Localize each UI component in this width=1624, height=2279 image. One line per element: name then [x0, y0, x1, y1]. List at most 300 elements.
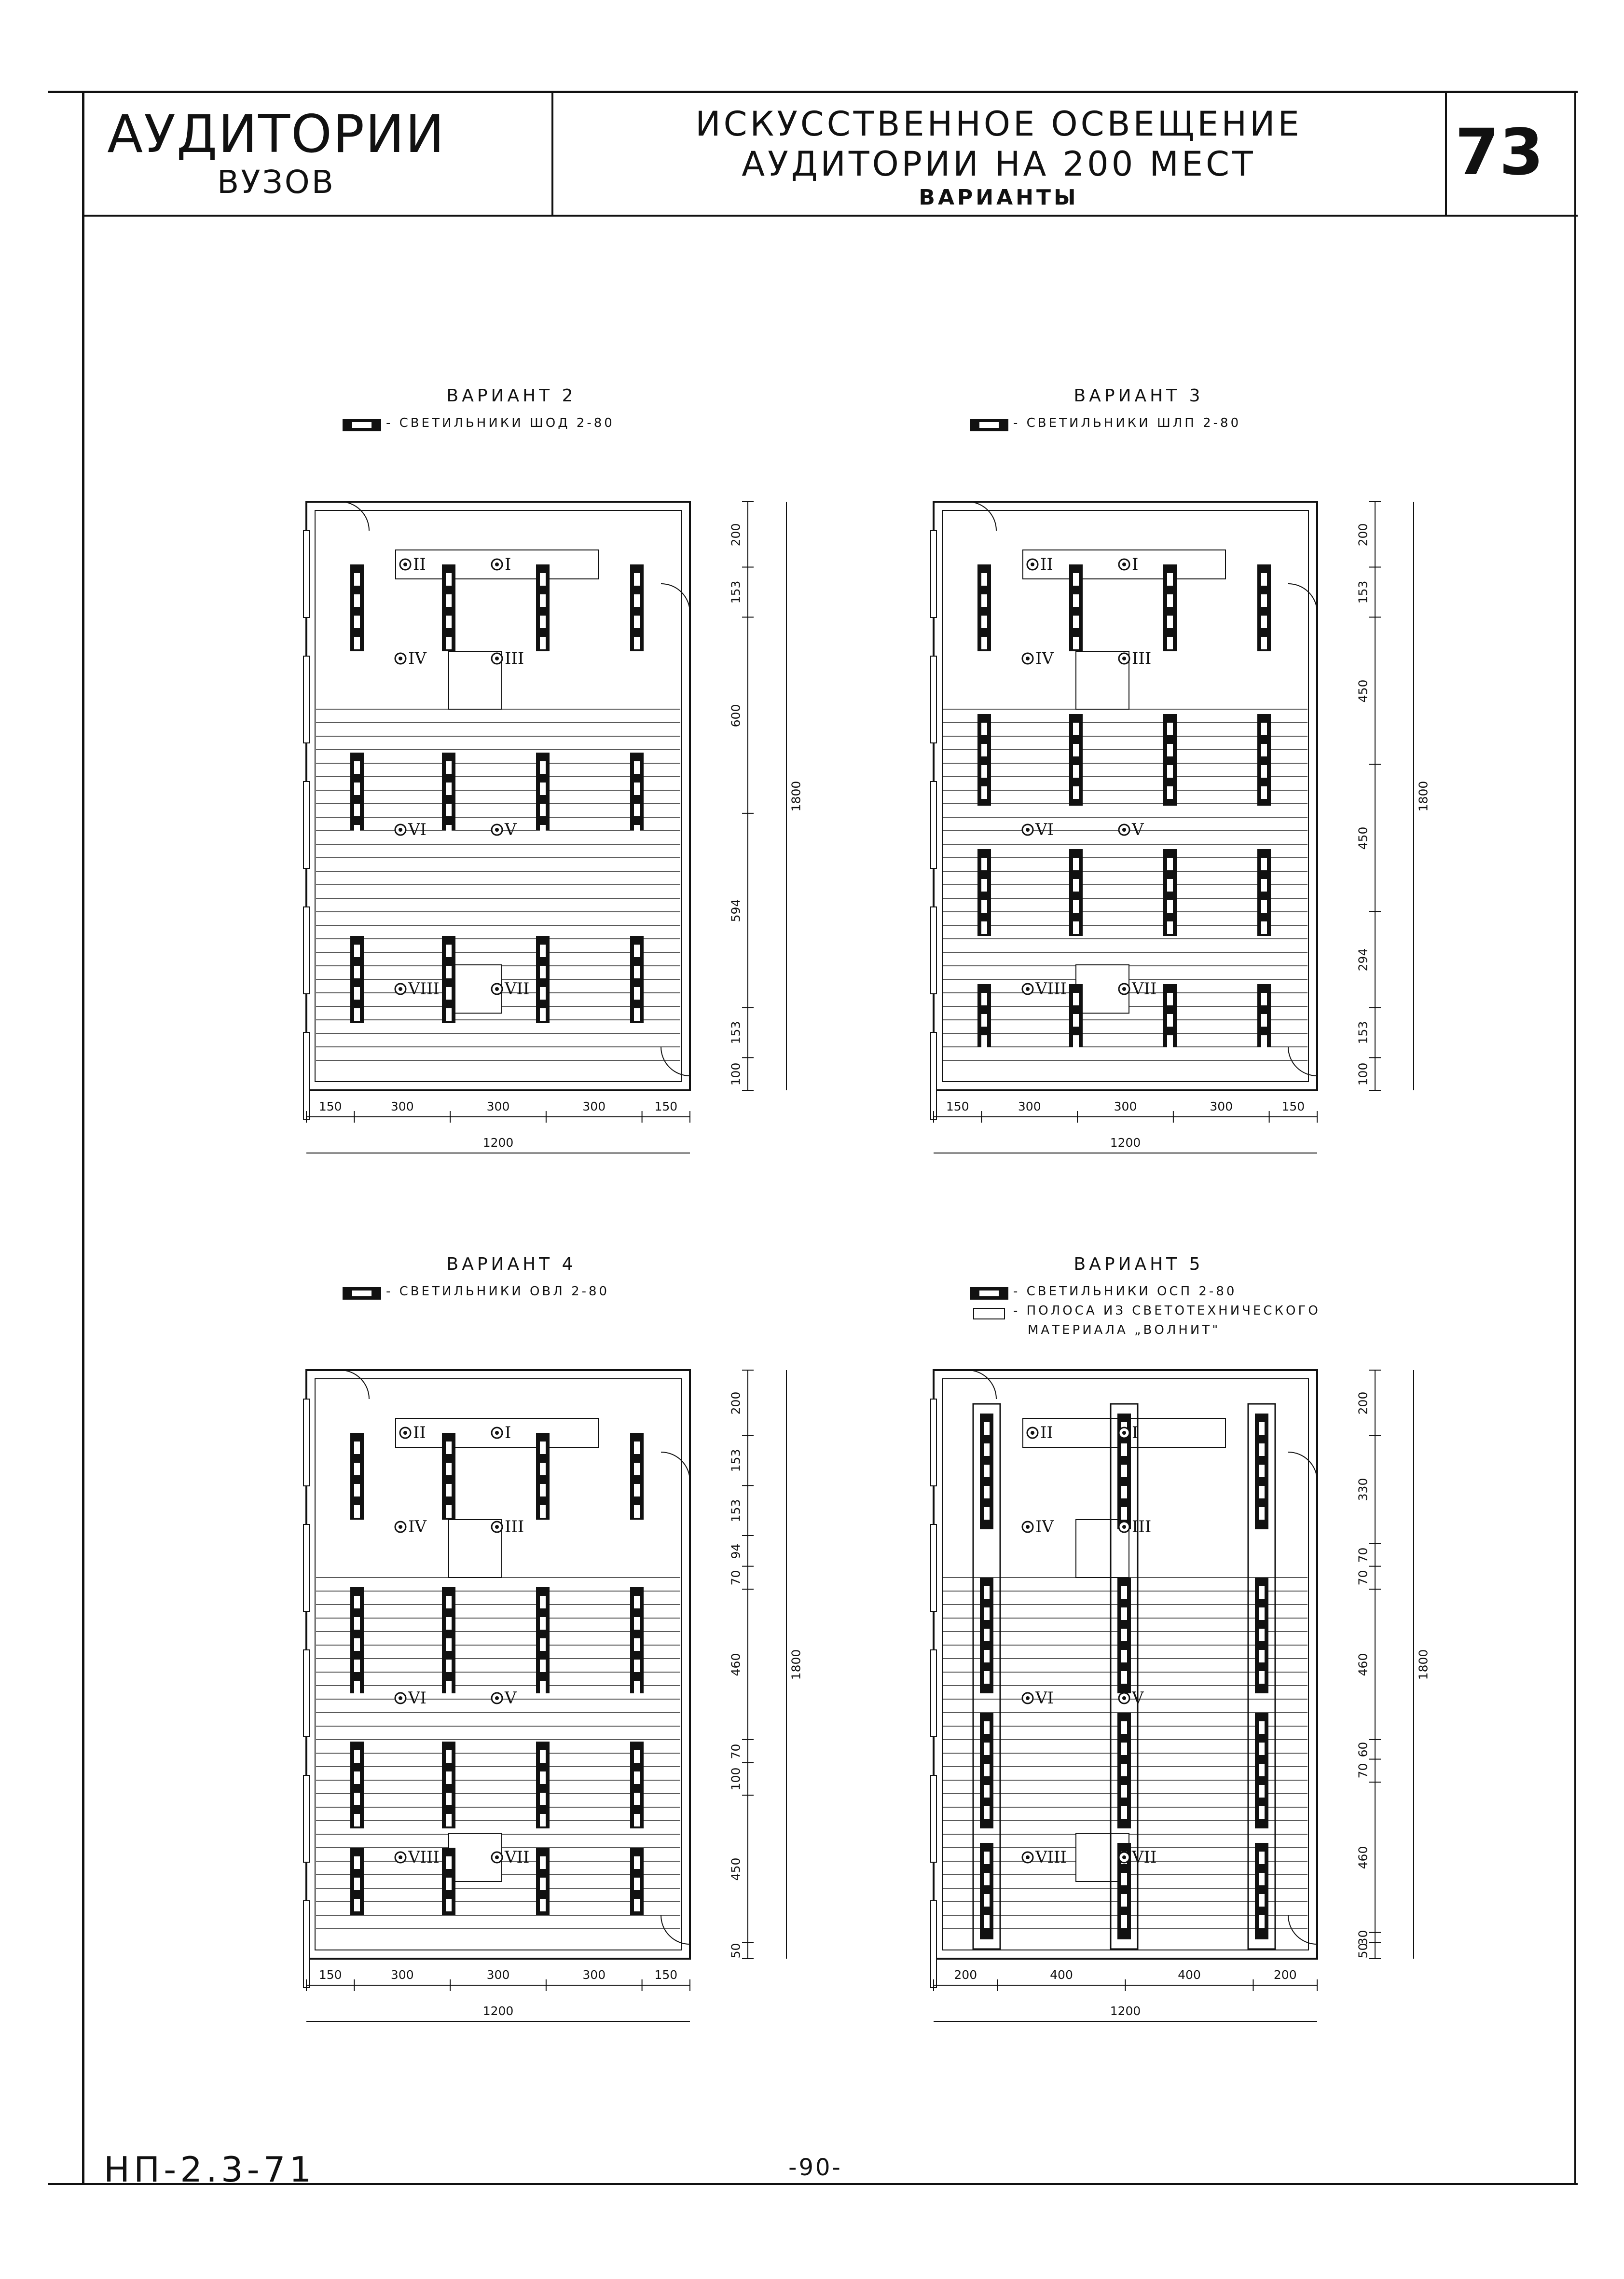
- luminaire-lamp: [446, 1596, 452, 1608]
- luminaire-lamp: [1261, 921, 1267, 934]
- luminaire-lamp: [1167, 1014, 1173, 1027]
- luminaire-lamp: [984, 1915, 990, 1928]
- luminaire-lamp: [634, 1442, 640, 1454]
- luminaire-lamp: [1261, 765, 1267, 778]
- measurement-point-label: II: [413, 1423, 426, 1442]
- legend-strip-icon: [974, 1308, 1005, 1319]
- dimension-label: 300: [390, 1968, 414, 1982]
- measurement-point-label: VII: [1132, 979, 1157, 999]
- luminaire-lamp: [540, 1793, 546, 1805]
- luminaire-lamp: [1073, 573, 1079, 586]
- luminaire-lamp: [981, 858, 987, 870]
- luminaire-lamp: [446, 573, 452, 586]
- dimension-label: 200: [729, 523, 743, 547]
- luminaire-lamp: [1121, 1443, 1127, 1456]
- measurement-point-dot: [1122, 1696, 1126, 1700]
- luminaire-lamp: [1121, 1465, 1127, 1477]
- luminaire-lamp: [446, 1814, 452, 1826]
- luminaire-lamp: [1167, 723, 1173, 735]
- luminaire-lamp: [1073, 879, 1079, 892]
- luminaire-lamp: [540, 783, 546, 795]
- luminaire-lamp: [1073, 786, 1079, 799]
- door-top-left: [967, 502, 996, 531]
- measurement-point-label: VI: [408, 1689, 427, 1708]
- measurement-point-dot: [1122, 563, 1126, 566]
- luminaire-lamp: [634, 1750, 640, 1763]
- dimension-label: 70: [729, 1744, 743, 1759]
- dimension-label: 50: [1356, 1943, 1370, 1959]
- measurement-point-dot: [1122, 1855, 1126, 1859]
- luminaire-lamp: [1259, 1743, 1265, 1755]
- luminaire-lamp: [1261, 858, 1267, 870]
- measurement-point-dot: [399, 657, 402, 660]
- luminaire-lamp: [1167, 921, 1173, 934]
- frame-header-bottom-line: [84, 215, 1578, 217]
- measurement-point-label: III: [1132, 1517, 1152, 1537]
- luminaire-lamp: [984, 1586, 990, 1599]
- section-title: АУДИТОРИИ: [107, 104, 445, 165]
- luminaire-lamp: [540, 1750, 546, 1763]
- measurement-point-dot: [495, 563, 499, 566]
- luminaire-lamp: [354, 594, 360, 607]
- luminaire-lamp: [634, 1681, 640, 1693]
- luminaire-lamp: [1259, 1607, 1265, 1620]
- luminaire-lamp: [634, 966, 640, 978]
- document-code: НП-2.3-71: [104, 2149, 316, 2190]
- dimension-label: 153: [1356, 581, 1370, 604]
- luminaire-lamp: [446, 1856, 452, 1869]
- legend-luminaire-icon-inner: [979, 1291, 999, 1296]
- total-height-label: 1800: [789, 1649, 803, 1680]
- luminaire-lamp: [1121, 1894, 1127, 1907]
- luminaire-lamp: [1121, 1486, 1127, 1498]
- luminaire-lamp: [984, 1650, 990, 1662]
- luminaire-lamp: [984, 1486, 990, 1498]
- luminaire-lamp: [1259, 1422, 1265, 1435]
- dimension-label: 153: [729, 1499, 743, 1523]
- luminaire-lamp: [540, 1878, 546, 1890]
- window: [303, 782, 309, 868]
- dimension-label: 150: [654, 1968, 678, 1982]
- legend-text: - СВЕТИЛЬНИКИ ШОД 2-80: [386, 416, 615, 430]
- total-height-label: 1800: [789, 781, 803, 812]
- dimension-label: 94: [729, 1543, 743, 1559]
- dimension-label: 460: [729, 1653, 743, 1676]
- legend-luminaire-icon-inner: [979, 422, 999, 428]
- door-top-left: [967, 1370, 996, 1399]
- measurement-point-label: II: [413, 555, 426, 574]
- luminaire-lamp: [446, 594, 452, 607]
- luminaire-lamp: [1167, 637, 1173, 649]
- luminaire-lamp: [354, 1660, 360, 1672]
- window: [303, 907, 309, 994]
- measurement-point-label: IV: [1035, 649, 1054, 668]
- measurement-point-dot: [1031, 563, 1034, 566]
- dimension-label: 330: [1356, 1478, 1370, 1501]
- luminaire-lamp: [1073, 858, 1079, 870]
- dimension-label: 400: [1178, 1968, 1201, 1982]
- luminaire-lamp: [1261, 744, 1267, 756]
- luminaire-lamp: [354, 1638, 360, 1651]
- dimension-label: 150: [318, 1968, 342, 1982]
- luminaire-lamp: [354, 1814, 360, 1826]
- luminaire-lamp: [446, 1793, 452, 1805]
- luminaire-lamp: [984, 1422, 990, 1435]
- dimension-label: 150: [654, 1099, 678, 1113]
- dimension-label: 460: [1356, 1846, 1370, 1869]
- frame-right-line: [1574, 91, 1576, 2184]
- luminaire-lamp: [1121, 1629, 1127, 1641]
- luminaire-lamp: [1261, 1035, 1267, 1048]
- dimension-label: 70: [1356, 1763, 1370, 1779]
- dimension-label: 300: [1210, 1099, 1233, 1113]
- window: [931, 907, 936, 994]
- measurement-point-label: VII: [1132, 1848, 1157, 1867]
- dimension-label: 300: [1018, 1099, 1041, 1113]
- luminaire-lamp: [984, 1443, 990, 1456]
- luminaire-lamp: [354, 573, 360, 586]
- luminaire-lamp: [1073, 921, 1079, 934]
- measurement-point-dot: [1122, 987, 1126, 991]
- dimension-label: 200: [729, 1391, 743, 1415]
- luminaire-lamp: [354, 761, 360, 774]
- measurement-point-dot: [1026, 657, 1030, 660]
- window: [303, 656, 309, 743]
- dimension-label: 150: [318, 1099, 342, 1113]
- luminaire-lamp: [1167, 858, 1173, 870]
- legend-text: - ПОЛОСА ИЗ СВЕТОТЕХНИЧЕСКОГО: [1013, 1304, 1321, 1318]
- measurement-point-label: I: [1132, 1423, 1139, 1442]
- luminaire-lamp: [634, 1814, 640, 1826]
- luminaire-lamp: [540, 1505, 546, 1518]
- luminaire-lamp: [981, 993, 987, 1005]
- measurement-point-dot: [495, 1525, 499, 1529]
- luminaire-lamp: [540, 1008, 546, 1021]
- luminaire-lamp: [1121, 1806, 1127, 1819]
- page-number: -90-: [788, 2154, 842, 2181]
- dimension-label: 450: [729, 1857, 743, 1881]
- luminaire-lamp: [354, 616, 360, 628]
- luminaire-lamp: [540, 1442, 546, 1454]
- dimension-label: 300: [390, 1099, 414, 1113]
- luminaire-lamp: [634, 1899, 640, 1911]
- dimension-label: 153: [729, 1021, 743, 1044]
- luminaire-lamp: [354, 1793, 360, 1805]
- dimension-label: 153: [729, 581, 743, 604]
- luminaire-lamp: [634, 825, 640, 837]
- plan-variant-2: [289, 381, 820, 1201]
- dimension-label: 60: [1356, 1742, 1370, 1757]
- luminaire-lamp: [354, 945, 360, 957]
- luminaire-lamp: [634, 1463, 640, 1475]
- dimension-label: 70: [729, 1570, 743, 1586]
- luminaire-lamp: [984, 1671, 990, 1684]
- measurement-point-label: I: [1132, 555, 1139, 574]
- luminaire-lamp: [984, 1852, 990, 1864]
- door-right-bottom: [1288, 1047, 1317, 1076]
- luminaire-lamp: [634, 804, 640, 816]
- luminaire-lamp: [981, 900, 987, 913]
- luminaire-lamp: [1167, 879, 1173, 892]
- luminaire-lamp: [540, 1596, 546, 1608]
- luminaire-lamp: [981, 921, 987, 934]
- luminaire-lamp: [1167, 786, 1173, 799]
- measurement-point-label: V: [1132, 1689, 1144, 1708]
- dimension-label: 100: [729, 1062, 743, 1086]
- luminaire-lamp: [1259, 1486, 1265, 1498]
- luminaire-lamp: [1259, 1507, 1265, 1520]
- luminaire-lamp: [1167, 1035, 1173, 1048]
- door-right-top: [661, 584, 690, 613]
- measurement-point-label: III: [505, 1517, 524, 1537]
- dimension-label: 300: [1114, 1099, 1137, 1113]
- luminaire-lamp: [540, 1681, 546, 1693]
- luminaire-lamp: [984, 1806, 990, 1819]
- luminaire-lamp: [446, 783, 452, 795]
- luminaire-lamp: [984, 1894, 990, 1907]
- luminaire-lamp: [634, 1596, 640, 1608]
- luminaire-lamp: [634, 594, 640, 607]
- measurement-point-dot: [495, 1431, 499, 1435]
- luminaire-lamp: [1167, 616, 1173, 628]
- luminaire-lamp: [634, 945, 640, 957]
- luminaire-lamp: [354, 1442, 360, 1454]
- luminaire-lamp: [1259, 1465, 1265, 1477]
- measurement-point-label: II: [1040, 555, 1053, 574]
- measurement-point-label: VII: [505, 979, 530, 999]
- luminaire-lamp: [981, 573, 987, 586]
- measurement-point-dot: [1026, 1525, 1030, 1529]
- measurement-point-label: VI: [1035, 820, 1054, 839]
- luminaire-lamp: [634, 1617, 640, 1630]
- variant-title: ВАРИАНТ 3: [1073, 386, 1204, 406]
- luminaire-lamp: [634, 1660, 640, 1672]
- dimension-label: 600: [729, 704, 743, 727]
- dimension-label: 594: [729, 899, 743, 922]
- luminaire-lamp: [540, 1638, 546, 1651]
- luminaire-lamp: [446, 637, 452, 649]
- luminaire-lamp: [1073, 765, 1079, 778]
- luminaire-lamp: [1259, 1586, 1265, 1599]
- luminaire-lamp: [1259, 1806, 1265, 1819]
- luminaire-lamp: [446, 1505, 452, 1518]
- measurement-point-label: IV: [408, 649, 427, 668]
- measurement-point-dot: [399, 1696, 402, 1700]
- window: [931, 1399, 936, 1486]
- measurement-point-dot: [495, 828, 499, 832]
- luminaire-lamp: [446, 1771, 452, 1784]
- window: [931, 656, 936, 743]
- sheet-title-line-1: ИСКУССТВЕННОЕ ОСВЕЩЕНИЕ: [695, 104, 1302, 144]
- luminaire-lamp: [354, 1617, 360, 1630]
- luminaire-lamp: [1259, 1629, 1265, 1641]
- luminaire-lamp: [984, 1764, 990, 1776]
- total-height-label: 1800: [1416, 781, 1431, 812]
- luminaire-lamp: [984, 1785, 990, 1798]
- plan-variant-5: [917, 1249, 1447, 2070]
- luminaire-lamp: [1261, 900, 1267, 913]
- luminaire-lamp: [1121, 1785, 1127, 1798]
- measurement-point-dot: [1026, 1855, 1030, 1859]
- luminaire-lamp: [540, 1660, 546, 1672]
- measurement-point-dot: [1122, 657, 1126, 660]
- luminaire-lamp: [354, 1596, 360, 1608]
- luminaire-lamp: [1121, 1764, 1127, 1776]
- luminaire-lamp: [1073, 1035, 1079, 1048]
- luminaire-lamp: [354, 804, 360, 816]
- luminaire-lamp: [981, 765, 987, 778]
- luminaire-lamp: [1121, 1873, 1127, 1885]
- luminaire-lamp: [354, 1878, 360, 1890]
- measurement-point-dot: [1122, 1431, 1126, 1435]
- frame-left-line: [82, 91, 84, 2184]
- luminaire-lamp: [1121, 1650, 1127, 1662]
- dimension-label: 100: [729, 1767, 743, 1791]
- luminaire-lamp: [540, 825, 546, 837]
- measurement-point-label: VI: [1035, 1689, 1054, 1708]
- door-right-top: [1288, 1452, 1317, 1481]
- window: [931, 531, 936, 618]
- door-top-left: [340, 502, 369, 531]
- measurement-point-label: III: [1132, 649, 1152, 668]
- luminaire-lamp: [634, 1008, 640, 1021]
- luminaire-lamp: [1259, 1443, 1265, 1456]
- measurement-point-dot: [399, 1525, 402, 1529]
- luminaire-lamp: [354, 1484, 360, 1496]
- dimension-label: 300: [582, 1968, 606, 1982]
- dimension-label: 50: [729, 1943, 743, 1959]
- luminaire-lamp: [1167, 573, 1173, 586]
- total-width-label: 1200: [482, 1136, 514, 1150]
- luminaire-lamp: [634, 1638, 640, 1651]
- door-right-bottom: [1288, 1915, 1317, 1944]
- total-width-label: 1200: [1110, 1136, 1141, 1150]
- variant-title: ВАРИАНТ 4: [446, 1254, 577, 1274]
- luminaire-lamp: [446, 1750, 452, 1763]
- measurement-point-label: VIII: [408, 1848, 440, 1867]
- luminaire-lamp: [984, 1629, 990, 1641]
- luminaire-lamp: [1261, 1014, 1267, 1027]
- luminaire-lamp: [1259, 1894, 1265, 1907]
- luminaire-lamp: [1073, 616, 1079, 628]
- dimension-label: 150: [1281, 1099, 1305, 1113]
- door-top-left: [340, 1370, 369, 1399]
- luminaire-lamp: [981, 1014, 987, 1027]
- luminaire-lamp: [634, 573, 640, 586]
- dimension-label: 100: [1356, 1062, 1370, 1086]
- luminaire-lamp: [446, 1484, 452, 1496]
- measurement-point-dot: [403, 563, 407, 566]
- measurement-point-label: V: [505, 820, 517, 839]
- luminaire-lamp: [540, 987, 546, 1000]
- luminaire-lamp: [1259, 1764, 1265, 1776]
- sheet-title-line-3: ВАРИАНТЫ: [919, 185, 1079, 210]
- dimension-label: 153: [729, 1449, 743, 1472]
- measurement-point-dot: [495, 1696, 499, 1700]
- luminaire-lamp: [634, 783, 640, 795]
- window: [931, 782, 936, 868]
- dimension-label: 200: [1273, 1968, 1297, 1982]
- luminaire-lamp: [354, 966, 360, 978]
- luminaire-lamp: [634, 1878, 640, 1890]
- luminaire-lamp: [446, 1463, 452, 1475]
- legend-text: - СВЕТИЛЬНИКИ ОВЛ 2-80: [386, 1284, 610, 1299]
- dimension-label: 200: [1356, 1391, 1370, 1415]
- dimension-label: 200: [954, 1968, 977, 1982]
- measurement-point-label: V: [1132, 820, 1144, 839]
- luminaire-lamp: [1121, 1671, 1127, 1684]
- luminaire-lamp: [1261, 637, 1267, 649]
- measurement-point-dot: [1026, 828, 1030, 832]
- luminaire-lamp: [540, 1899, 546, 1911]
- window: [931, 1650, 936, 1737]
- window: [303, 1775, 309, 1862]
- measurement-point-dot: [1031, 1431, 1034, 1435]
- luminaire-lamp: [1261, 594, 1267, 607]
- luminaire-lamp: [1261, 573, 1267, 586]
- measurement-point-dot: [1122, 828, 1126, 832]
- luminaire-lamp: [446, 1660, 452, 1672]
- luminaire-lamp: [540, 1814, 546, 1826]
- luminaire-lamp: [1167, 900, 1173, 913]
- luminaire-lamp: [446, 1681, 452, 1693]
- variant-title: ВАРИАНТ 2: [446, 386, 577, 406]
- luminaire-lamp: [540, 573, 546, 586]
- luminaire-lamp: [540, 1771, 546, 1784]
- dimension-label: 200: [1356, 523, 1370, 547]
- luminaire-lamp: [1073, 900, 1079, 913]
- luminaire-lamp: [984, 1507, 990, 1520]
- luminaire-lamp: [634, 761, 640, 774]
- luminaire-lamp: [446, 1878, 452, 1890]
- window: [931, 1524, 936, 1611]
- luminaire-lamp: [1261, 723, 1267, 735]
- dimension-label: 450: [1356, 679, 1370, 703]
- luminaire-lamp: [634, 1484, 640, 1496]
- luminaire-lamp: [1261, 786, 1267, 799]
- luminaire-lamp: [354, 783, 360, 795]
- luminaire-lamp: [354, 1899, 360, 1911]
- measurement-point-label: VII: [505, 1848, 530, 1867]
- luminaire-lamp: [1121, 1607, 1127, 1620]
- measurement-point-dot: [495, 657, 499, 660]
- total-height-label: 1800: [1416, 1649, 1431, 1680]
- luminaire-lamp: [981, 594, 987, 607]
- luminaire-lamp: [446, 761, 452, 774]
- legend-luminaire-icon-inner: [352, 1291, 372, 1296]
- luminaire-lamp: [354, 1771, 360, 1784]
- luminaire-lamp: [981, 637, 987, 649]
- window: [303, 1650, 309, 1737]
- plan-variant-3: [917, 381, 1447, 1201]
- luminaire-lamp: [1259, 1650, 1265, 1662]
- door-right-top: [661, 1452, 690, 1481]
- luminaire-lamp: [540, 804, 546, 816]
- luminaire-lamp: [540, 1856, 546, 1869]
- luminaire-lamp: [984, 1607, 990, 1620]
- dimension-label: 450: [1356, 826, 1370, 850]
- luminaire-lamp: [540, 594, 546, 607]
- luminaire-lamp: [634, 1793, 640, 1805]
- luminaire-lamp: [1121, 1507, 1127, 1520]
- measurement-point-dot: [495, 1855, 499, 1859]
- luminaire-lamp: [981, 744, 987, 756]
- luminaire-lamp: [354, 1463, 360, 1475]
- luminaire-lamp: [354, 987, 360, 1000]
- luminaire-lamp: [634, 1856, 640, 1869]
- door-right-bottom: [661, 1047, 690, 1076]
- luminaire-lamp: [354, 637, 360, 649]
